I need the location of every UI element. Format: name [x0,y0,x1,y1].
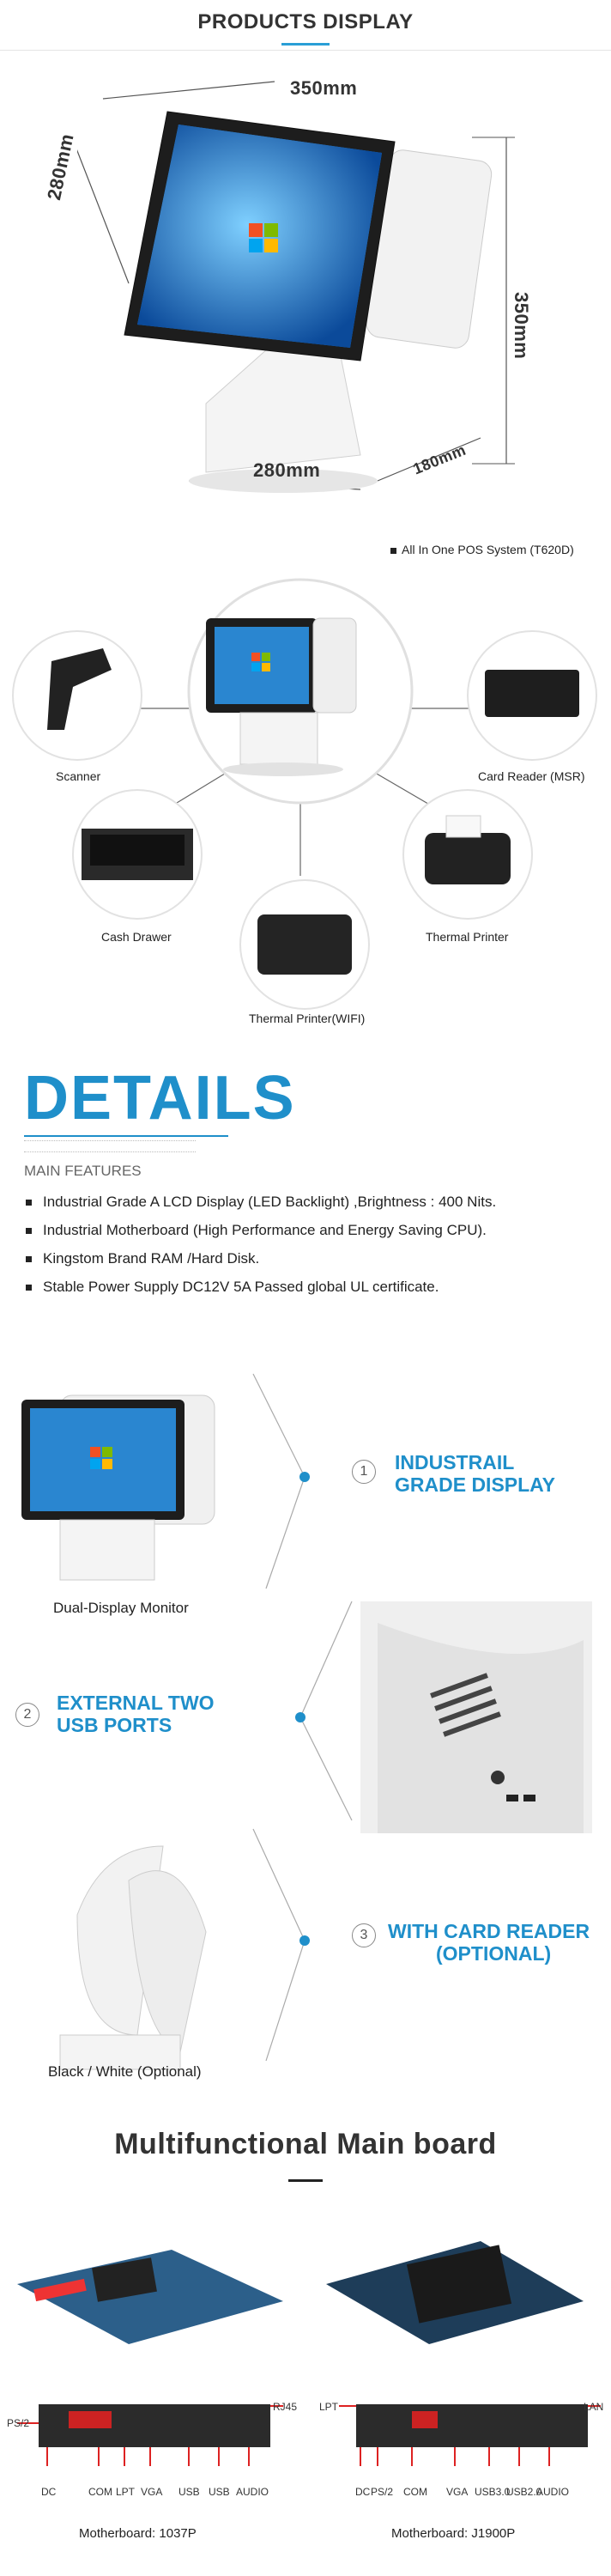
acc-thermal-printer-wifi: Thermal Printer(WIFI) [249,1012,366,1025]
feature-item: Industrial Motherboard (High Performance and Energy Saving CPU). [24,1222,590,1239]
acc-scanner: Scanner [56,769,101,783]
b2-port-ps2: PS/2 [371,2486,394,2498]
dim-bottom: 280mm [253,459,321,481]
dim-left: 280mm [43,131,78,203]
pos-dimension-figure [77,77,558,507]
feature-num-2-badge [15,1703,39,1727]
b2-port-audio: AUDIO [536,2486,570,2498]
b2-port-lan: LAN [584,2401,604,2413]
b1-port-usb: USB [178,2486,200,2498]
b1-port-vga: VGA [141,2486,163,2498]
system-bullet [390,548,396,554]
feature-3-title-line1: WITH CARD READER [388,1920,590,1942]
b1-port-lpt: LPT [116,2486,136,2498]
acc-cash-drawer: Cash Drawer [101,930,172,944]
dim-right: 350mm [511,292,532,360]
accessories-diagram [0,567,611,1048]
main-features-heading: MAIN FEATURES [24,1163,142,1179]
system-label: All In One POS System (T620D) [402,543,574,556]
b1-port-usb: USB [209,2486,230,2498]
caption-board-j1900p: Motherboard: J1900P [391,2526,516,2541]
b1-port-ps2: PS/2 [7,2417,30,2429]
b2-port-lpt: LPT [319,2401,339,2413]
dim-top: 350mm [290,77,358,99]
details-underline [24,1135,228,1137]
acc-thermal-printer: Thermal Printer [426,930,509,944]
feature-1-title-line1: INDUSTRAIL [395,1451,515,1473]
feature-2-title-line1: EXTERNAL TWO [57,1692,215,1714]
dim-depth: 180mm [410,440,469,478]
feature-num-1: 1 [352,1460,376,1484]
b2-port-vga: VGA [446,2486,469,2498]
title-underline [281,43,330,46]
b2-port-usb30: USB3.0 [475,2486,511,2498]
feature-item: Stable Power Supply DC12V 5A Passed global UL certificate. [24,1279,590,1296]
feature-list [24,1194,590,1307]
feature-2-title-line2: USB PORTS [57,1714,172,1736]
products-title: PRODUCTS DISPLAY [197,10,414,33]
details-title: DETAILS [24,1064,296,1133]
b1-port-rj45: RJ45 [273,2401,298,2413]
feature-num-1-badge [352,1460,376,1484]
acc-card-reader: Card Reader (MSR) [478,769,585,783]
caption-dual-display: Dual-Display Monitor [53,1600,189,1616]
caption-black-white: Black / White (Optional) [48,2063,202,2080]
section-divider [0,50,611,51]
mainboard-underline [288,2179,323,2182]
feature-num-3-badge [352,1923,376,1947]
b1-port-audio: AUDIO [236,2486,269,2498]
b1-port-dc: DC [41,2486,57,2498]
mainboard-title: Multifunctional Main board [114,2128,497,2160]
details-fine-print [24,1140,196,1152]
caption-board-1037p: Motherboard: 1037P [79,2526,197,2541]
b2-port-usb20: USB2.0 [506,2486,542,2498]
feature-1-title-line2: GRADE DISPLAY [395,1473,556,1496]
b2-port-com: COM [403,2486,427,2498]
b1-port-com: COM [88,2486,112,2498]
feature-item: Industrial Grade A LCD Display (LED Backlight) ,Brightness : 400 Nits. [24,1194,590,1211]
feature-num-3: 3 [352,1923,376,1947]
feature-num-2: 2 [15,1703,39,1727]
b2-port-dc: DC [355,2486,371,2498]
feature-item: Kingstom Brand RAM /Hard Disk. [24,1250,590,1267]
feature-3-title-line2: (OPTIONAL) [436,1942,552,1965]
mainboard-graphics [0,2224,611,2482]
